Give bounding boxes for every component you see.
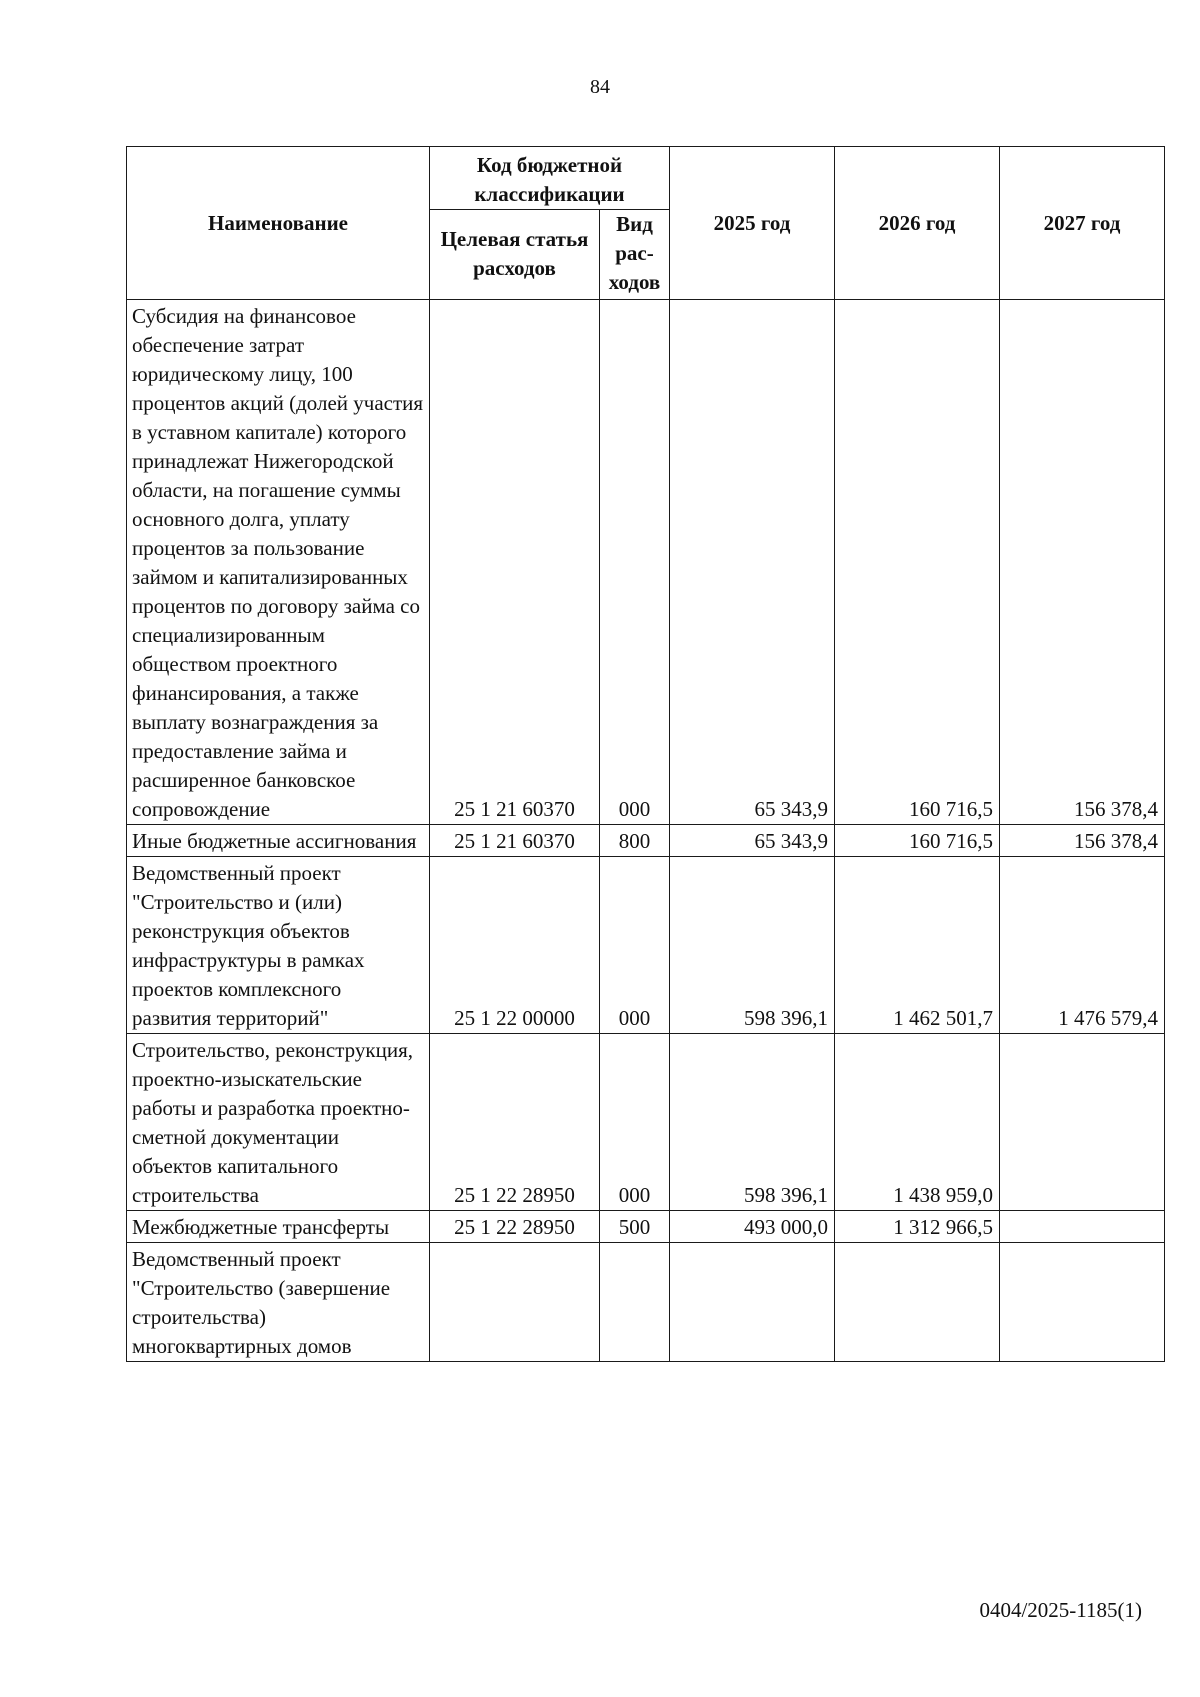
row-target-code: 25 1 22 28950: [430, 1034, 600, 1211]
document-id: 0404/2025-1185(1): [979, 1598, 1142, 1622]
header-target: Целевая статья расходов: [430, 210, 600, 300]
row-2025: 598 396,1: [670, 857, 835, 1034]
table-row: [127, 300, 1165, 825]
row-2027: 156 378,4: [1000, 825, 1165, 857]
table-row: [127, 1034, 1165, 1211]
row-name: Ведомственный проект "Строительство и (или) реконструкция объектов инфраструктуры в рамках проектов комплексного развития территорий": [127, 857, 430, 1034]
page-number: 84: [590, 76, 610, 98]
table-row: [127, 825, 1165, 857]
header-2027: 2027 год: [1000, 147, 1165, 300]
row-name: Строительство, реконструкция, проектно-изыскательские работы и разработка проектно-сметной документации объектов капитального строительства: [127, 1034, 430, 1211]
row-expense-type: [600, 1243, 670, 1362]
row-2025: 598 396,1: [670, 1034, 835, 1211]
row-name: Иные бюджетные ассигнования: [127, 825, 430, 857]
row-target-code: 25 1 21 60370: [430, 300, 600, 825]
header-2026: 2026 год: [835, 147, 1000, 300]
header-code-group: Код бюджетной классификации: [430, 147, 670, 210]
row-2027: [1000, 1243, 1165, 1362]
row-expense-type: 800: [600, 825, 670, 857]
row-2026: 1 438 959,0: [835, 1034, 1000, 1211]
row-2027: [1000, 1034, 1165, 1211]
row-2026: [835, 1243, 1000, 1362]
row-target-code: [430, 1243, 600, 1362]
row-2026: 1 312 966,5: [835, 1211, 1000, 1243]
row-expense-type: 500: [600, 1211, 670, 1243]
row-expense-type: 000: [600, 857, 670, 1034]
header-name: Наименование: [127, 147, 430, 300]
row-2026: 160 716,5: [835, 825, 1000, 857]
row-name: Субсидия на финансовое обеспечение затрат юридическому лицу, 100 процентов акций (долей участия в уставном капитале) которого принадлежат Нижегородской области, на погашение суммы основного долга, уплату процентов за пользование займом и капитализированных процентов по договору займа со специализированным обществом проектного финансирования, а также выплату вознаграждения за предоставление займа и расширенное банковское сопровождение: [127, 300, 430, 825]
row-target-code: 25 1 21 60370: [430, 825, 600, 857]
row-2025: 65 343,9: [670, 300, 835, 825]
row-expense-type: 000: [600, 300, 670, 825]
header-2025: 2025 год: [670, 147, 835, 300]
row-2027: [1000, 1211, 1165, 1243]
row-2026: 160 716,5: [835, 300, 1000, 825]
row-2027: 1 476 579,4: [1000, 857, 1165, 1034]
row-name: Межбюджетные трансферты: [127, 1211, 430, 1243]
budget-table: [126, 146, 1165, 1362]
table-row: [127, 857, 1165, 1034]
row-2025: 493 000,0: [670, 1211, 835, 1243]
row-2027: 156 378,4: [1000, 300, 1165, 825]
row-2026: 1 462 501,7: [835, 857, 1000, 1034]
row-target-code: 25 1 22 28950: [430, 1211, 600, 1243]
header-row-top: [127, 147, 1165, 210]
row-target-code: 25 1 22 00000: [430, 857, 600, 1034]
row-expense-type: 000: [600, 1034, 670, 1211]
table-row: [127, 1211, 1165, 1243]
row-name: Ведомственный проект "Строительство (завершение строительства) многоквартирных домов: [127, 1243, 430, 1362]
row-2025: 65 343,9: [670, 825, 835, 857]
row-2025: [670, 1243, 835, 1362]
header-type: Вид рас-ходов: [600, 210, 670, 300]
table-row: [127, 1243, 1165, 1362]
